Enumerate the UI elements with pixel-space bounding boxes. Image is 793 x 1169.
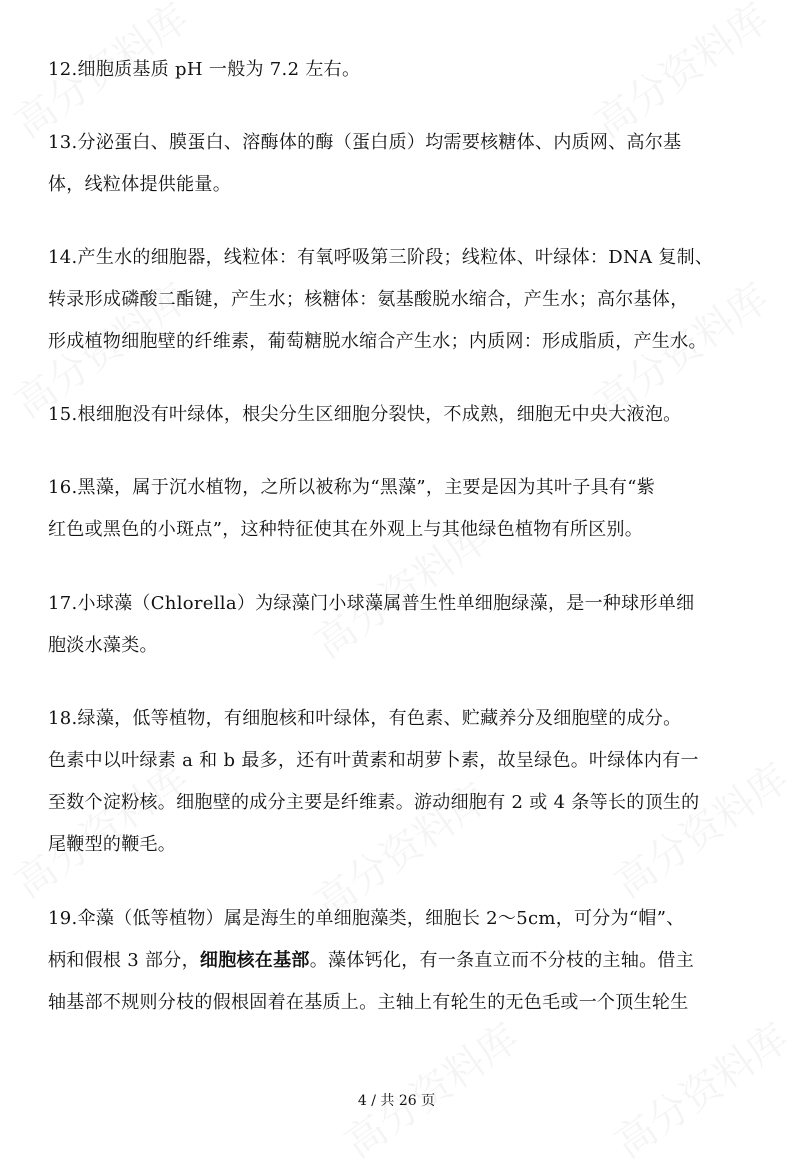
text-line: 尾鞭型的鞭毛。 [48,834,177,855]
text-segment: 。藻体钙化，有一条直立而不分枝的主轴。借主 [309,950,695,971]
watermark [602,1008,793,1169]
text-line: 15.根细胞没有叶绿体，根尖分生区细胞分裂快，不成熟，细胞无中央大液泡。 [48,404,682,425]
text-line: 14.产生水的细胞器，线粒体：有氧呼吸第三阶段；线粒体、叶绿体：DNA 复制、 [48,247,714,268]
text-line: 13.分泌蛋白、膜蛋白、溶酶体的酶（蛋白质）均需要核糖体、内质网、高尔基 [48,132,682,153]
bold-emphasis: 细胞核在基部 [199,950,310,971]
text-line: 17.小球藻（Chlorella）为绿藻门小球藻属普生性单细胞绿藻，是一种球形单细 [48,593,695,614]
text-line: 18.绿藻，低等植物，有细胞核和叶绿体，有色素、贮藏养分及细胞壁的成分。 [48,708,682,729]
text-line: 转录形成磷酸二酯键，产生水；核糖体：氨基酸脱水缩合，产生水；高尔基体， [48,289,689,310]
text-line: 12.细胞质基质 pH 一般为 7.2 左右。 [48,59,361,80]
text-line: 19.伞藻（低等植物）属是海生的单细胞藻类，细胞长 2～5cm，可分为“帽”、 [48,908,685,929]
text-segment: 柄和假根 3 部分， [48,950,200,971]
text-line: 至数个淀粉核。细胞壁的成分主要是纤维素。游动细胞有 2 或 4 条等长的顶生的 [48,792,700,813]
text-line: 16.黑藻，属于沉水植物，之所以被称为“黑藻”，主要是因为其叶子具有“紫 [48,477,656,498]
watermark [332,1008,529,1169]
text-line: 色素中以叶绿素 a 和 b 最多，还有叶黄素和胡萝卜素，故呈绿色。叶绿体内有一 [48,750,699,771]
text-line: 胞淡水藻类。 [48,635,158,656]
page-number: 4 / 共 26 页 [357,1093,436,1109]
watermark [582,0,779,149]
text-line: 轴基部不规则分枝的假根固着在基质上。主轴上有轮生的无色毛或一个顶生轮生 [48,992,689,1013]
text-line: 红色或黑色的小斑点”，这种特征使其在外观上与其他绿色植物有所区别。 [48,519,644,540]
text-line: 体，线粒体提供能量。 [48,174,231,195]
text-line: 形成植物细胞壁的纤维素，葡萄糖脱水缩合产生水；内质网：形成脂质，产生水。 [48,331,707,352]
text-line [48,949,694,973]
